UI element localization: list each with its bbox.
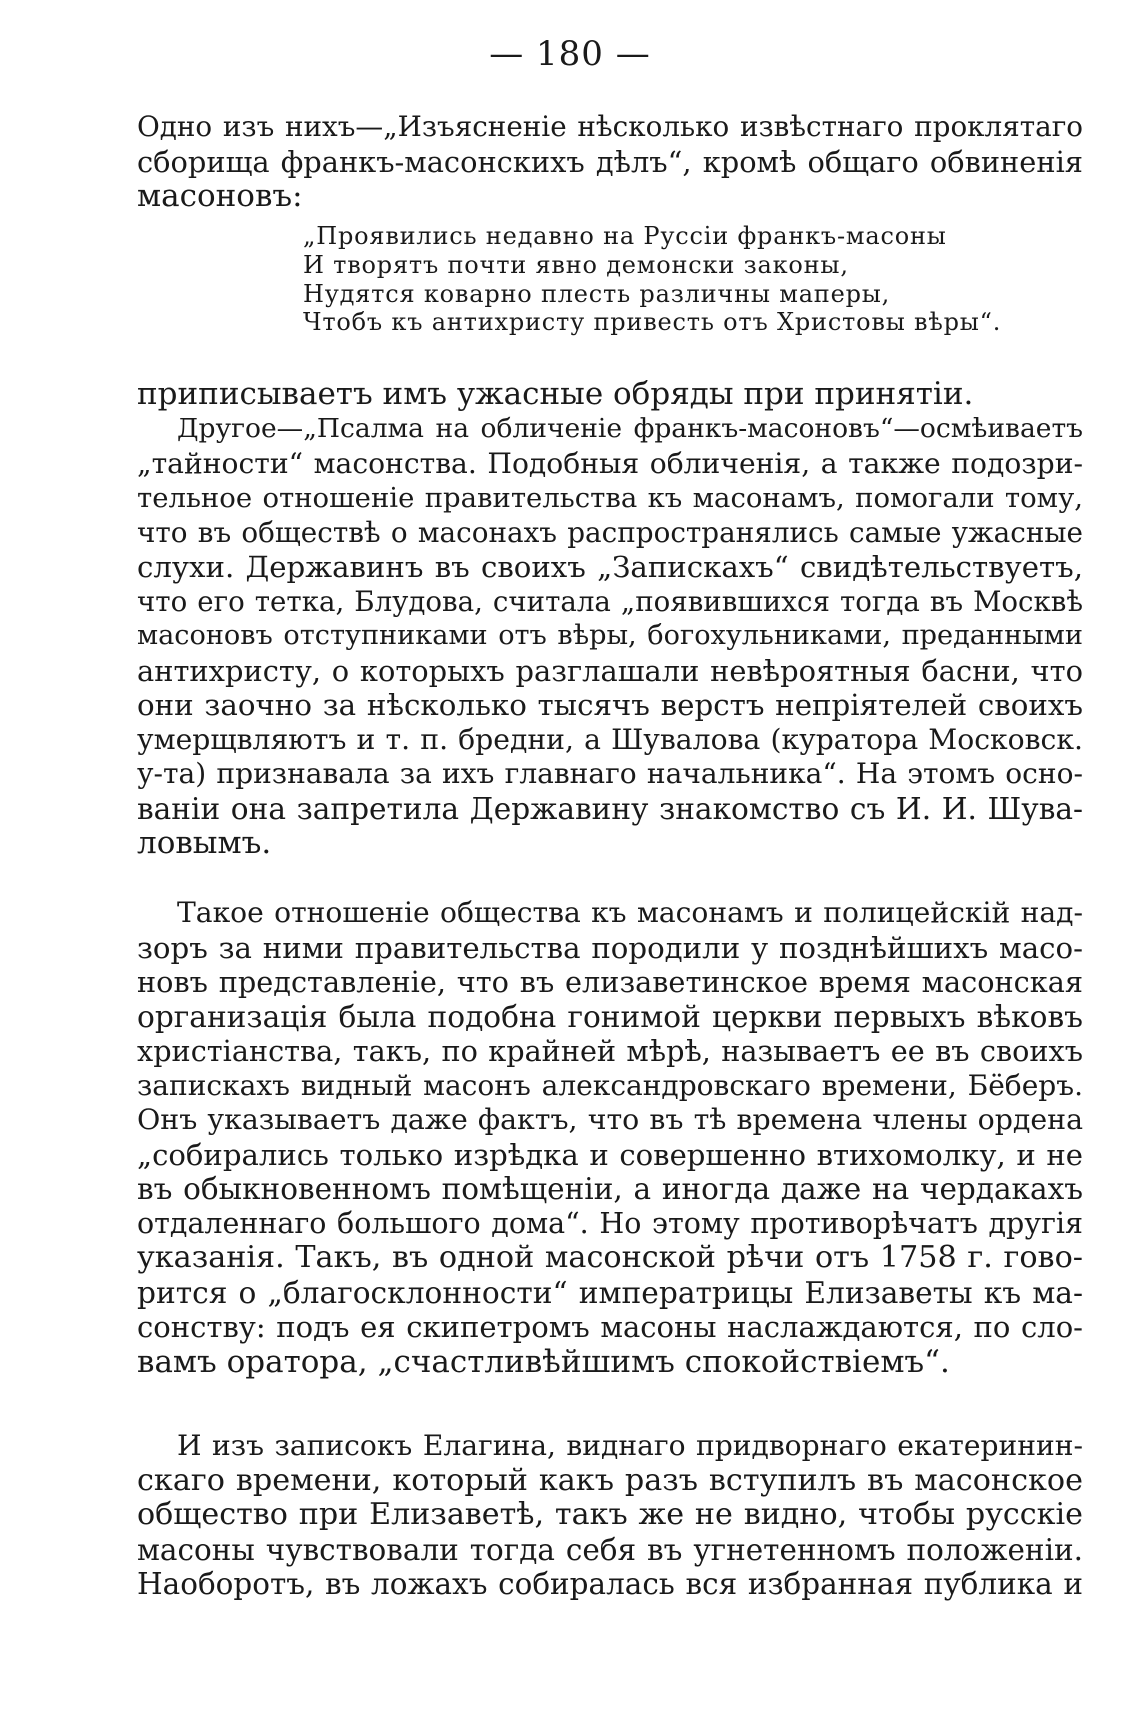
text-line: запискахъ видный масонъ александровскаго времени, Бёберъ.	[137, 1068, 1083, 1102]
text-line: умерщвляютъ и т. п. бредни, а Шувалова (куратора Московск.	[137, 722, 1083, 756]
text-line: Другое—„Псалма на обличеніе франкъ-масоновъ“—осмѣиваетъ	[177, 413, 1083, 444]
paragraph-3	[137, 896, 1083, 1379]
paragraph-4	[137, 1429, 1083, 1602]
text-line: указанія. Такъ, въ одной масонской рѣчи отъ 1758 г. гово-	[137, 1240, 1083, 1275]
poem-line: Чтобъ къ антихристу привесть отъ Христовы вѣры“.	[303, 308, 1002, 337]
text-line: рится о „благосклонности“ императрицы Елизаветы къ ма-	[137, 1274, 1083, 1310]
text-line: организація была подобна гонимой церкви первыхъ вѣковъ	[137, 999, 1083, 1034]
text-line: масоновъ:	[137, 178, 303, 214]
text-line: христіанства, такъ, по крайней мѣрѣ, называетъ ее въ своихъ	[137, 1034, 1083, 1068]
text-line: что въ обществѣ о масонахъ распространялись самые ужасные	[137, 515, 1083, 549]
text-line: И изъ записокъ Елагина, виднаго придворнаго екатеринин-	[177, 1429, 1083, 1462]
text-line: что его тетка, Блудова, считала „появившихся тогда въ Москвѣ	[137, 584, 1083, 618]
text-line: сонству: подъ ея скипетромъ масоны наслаждаются, по сло-	[137, 1310, 1083, 1344]
text-line: „тайности“ масонства. Подобныя обличенія, а также подозри-	[137, 446, 1083, 480]
text-line: сборища франкъ-масонскихъ дѣлъ“, кромѣ общаго обвиненія	[137, 144, 1083, 179]
text-line: масоны чувствовали тогда себя въ угнетенномъ положеніи.	[137, 1532, 1083, 1567]
text-line: ловымъ.	[137, 825, 272, 861]
paragraph-1	[137, 110, 1083, 214]
text-line: приписываетъ имъ ужасные обряды при принятіи.	[137, 376, 974, 412]
poem-line: Нудятся коварно плесть различны маперы,	[303, 279, 891, 308]
text-line: антихристу, о которыхъ разглашали невѣроятныя басни, что	[137, 653, 1083, 688]
page-number: — 180 —	[489, 34, 651, 74]
paragraph-1-end	[137, 377, 1083, 412]
text-line: „собирались только изрѣдка и совершенно втихомолку, и не	[137, 1137, 1083, 1172]
text-line: Такое отношеніе общества къ масонамъ и полицейскій над-	[177, 896, 1083, 929]
poem-quote	[303, 222, 1063, 337]
text-line: Онъ указываетъ даже фактъ, что въ тѣ времена члены ордена	[137, 1103, 1083, 1136]
paragraph-2	[137, 412, 1083, 861]
poem-line: И творятъ почти явно демонски законы,	[303, 250, 849, 279]
text-line: тельное отношеніе правительства къ масонамъ, помогали тому,	[137, 482, 1083, 514]
poem-line: „Проявились недавно на Руссіи франкъ-масоны	[303, 222, 947, 250]
text-line: у-та) признавала за ихъ главнаго начальника“. На этомъ осно-	[137, 757, 1083, 790]
text-line: общество при Елизаветѣ, такъ же не видно, чтобы русскіе	[137, 1497, 1083, 1532]
text-line: масоновъ отступниками отъ вѣры, богохульниками, преданными	[137, 620, 1083, 651]
text-line: скаго времени, который какъ разъ вступилъ въ масонское	[137, 1462, 1083, 1498]
text-line: новъ представленіе, что въ елизаветинское время масонская	[137, 965, 1083, 999]
text-line: вамъ оратора, „счастливѣйшимъ спокойствіемъ“.	[137, 1343, 950, 1380]
text-line: Одно изъ нихъ—„Изъясненіе нѣсколько извѣстнаго проклятаго	[137, 110, 1083, 143]
text-line: зоръ за ними правительства породили у позднѣйшихъ масо-	[137, 930, 1083, 965]
text-line: въ обыкновенномъ помѣщеніи, а иногда даже на чердакахъ	[137, 1172, 1083, 1206]
text-line: Наоборотъ, въ ложахъ собиралась вся избранная публика и	[137, 1567, 1083, 1601]
text-line: они заочно за нѣсколько тысячъ верстъ непріятелей своихъ	[137, 688, 1083, 722]
text-line: отдаленнаго большого дома“. Но этому противорѣчатъ другія	[137, 1206, 1083, 1240]
text-line: слухи. Державинъ въ своихъ „Запискахъ“ свидѣтельствуетъ,	[137, 550, 1083, 584]
text-line: ваніи она запретила Державину знакомство съ И. И. Шува-	[137, 791, 1083, 826]
